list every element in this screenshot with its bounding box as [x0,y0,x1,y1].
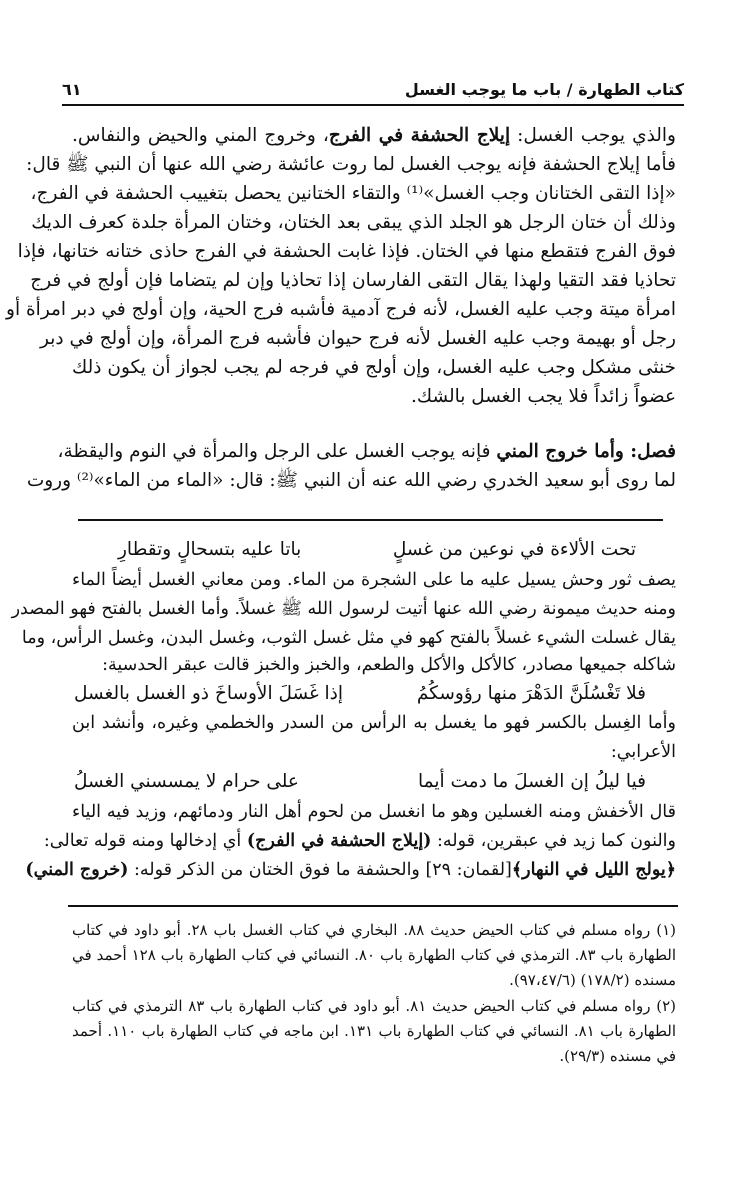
verse-3-first-hemistich: فيا ليلُ إن الغسلَ ما دمت أيما [418,771,646,792]
note-line-4: شاكله جميعها مصادر، كالأكل والأكل والطعم، والخبز والخبز قالت عبقر الحدسية: [102,655,676,675]
main-line-5: فوق الفرج فتقطع منها في الختان. فإذا غابت الحشفة في الفرج حاذى ختانه ختانها، فإذا [17,241,676,262]
verse-2-first-hemistich: فلا تَغْسُلَنَّ الدَهْرَ منها رؤوسكُمُ [416,683,646,704]
note-line-3: يقال غسلت الشيء غسلاً بالفتح كهو في مثل غسل الثوب، وغسل البدن، وغسل الرأس، وما [21,628,676,648]
main-line-2: فأما إيلاج الحشفة فإنه يوجب الغسل لما روت عائشة رضي الله عنها أن النبي ﷺ قال: [26,154,676,175]
footnote-1-line-3: مسنده (١٧٨/٢) (٩٧،٤٧/٦). [509,971,676,989]
note-line-8: والنون كما زيد في عبقرين، قوله: (إيلاج الحشفة في الفرج) أي إدخالها ومنه قوله تعالى: [43,831,676,851]
verse-2-second-hemistich: إذا غَسَلَ الأوساخَ ذو الغسل بالغسل [74,683,344,704]
main-line-11: فصل: وأما خروج المني فإنه يوجب الغسل على الرجل والمرأة في النوم واليقظة، [57,441,676,462]
verse-1-first-hemistich: تحت الألاءة في نوعين من غسلٍ [392,539,636,560]
main-line-3: «إذا التقى الختانان وجب الغسل»⁽¹⁾ والتقاء الختانين يحصل بتغييب الحشفة في الفرج، [30,183,676,204]
notes-separator [78,519,663,521]
main-line-8: رجل أو بهيمة وجب عليه الغسل لأنه فرج حيوان فأشبه فرج المرأة، وإن أولج في دبر [40,328,676,349]
footnote-1-line-1: (١) رواه مسلم في كتاب الحيض حديث ٨٨. البخاري في كتاب الغسل باب ٢٨. أبو داود في كتاب [72,921,676,939]
note-line-2: ومنه حديث ميمونة رضي الله عنها أتيت لرسول الله ﷺ غسلاً. وأما الغسل بالفتح فهو المصدر [11,599,676,619]
main-line-7: امرأة ميتة وجب عليه الغسل، لأنه فرج آدمية فأشبه فرج الحية، وإن أولج في دبر امرأة أو [6,299,676,320]
note-line-6: الأعرابي: [610,742,676,762]
footnote-1-line-2: الطهارة باب ٨٣. الترمذي في كتاب الطهارة باب ٨٠. النسائي في كتاب الطهارة باب ١٢٨ أحمد في [72,946,676,964]
running-title: كتاب الطهارة / باب ما يوجب الغسل [404,80,684,99]
note-line-5: وأما الغِسل بالكسر فهو ما يغسل به الرأس من السدر والخطمي وغيره، وأنشد ابن [72,713,676,733]
main-line-12: لما روى أبو سعيد الخدري رضي الله عنه أن النبي ﷺ: قال: «الماء من الماء»⁽²⁾ وروت [26,470,676,491]
footnote-separator [68,905,678,907]
footnote-2-line-2: الطهارة باب ٨١. النسائي في كتاب الطهارة باب ١٣١. ابن ماجه في كتاب الطهارة باب ١١٠. أحمد [72,1022,676,1040]
main-line-10: عضواً زائداً فلا يجب الغسل بالشك. [410,386,676,407]
page-header [62,70,684,106]
main-line-9: خنثى مشكل وجب عليه الغسل، وإن أولج في فرجه لم يجب لجواز أن يكون ذلك [72,357,676,378]
header-rule [62,104,684,106]
note-line-9: ﴿يولج الليل في النهار﴾[لقمان: ٢٩] والحشفة ما فوق الختان من الذكر قوله: (خروج المني) [25,860,676,880]
verse-3-second-hemistich: على حرام لا يمسسني الغسلُ [74,771,299,792]
footnote-2-line-3: في مسنده (٢٩/٣). [559,1047,676,1065]
verse-1-second-hemistich: باتا عليه بتسحالٍ وتقطارِ [118,539,302,560]
note-line-7: قال الأخفش ومنه الغسلين وهو ما انغسل من لحوم أهل النار ودمائهم، وزيد فيه الياء [72,802,676,822]
main-line-6: تحاذيا فقد التقيا ولهذا يقال التقى الفارسان إذا تحاذيا وإن لم يتضاما فإن أولج في فرج [30,270,676,291]
note-line-1: يصف ثور وحش يسيل عليه ما على الشجرة من الماء. ومن معاني الغسل أيضاً الماء [72,570,676,590]
main-line-4: وذلك أن ختان الرجل هو الجلد الذي يبقى بعد الختان، وختان المرأة جلدة كعرف الديك [31,212,676,233]
main-line-1: والذي يوجب الغسل: إيلاج الحشفة في الفرج، وخروج المني والحيض والنفاس. [72,125,676,146]
footnote-2-line-1: (٢) رواه مسلم في كتاب الحيض حديث ٨١. أبو داود في كتاب الطهارة باب ٨٣ الترمذي في كتاب [72,997,676,1015]
page-number: ٦١ [62,80,82,99]
